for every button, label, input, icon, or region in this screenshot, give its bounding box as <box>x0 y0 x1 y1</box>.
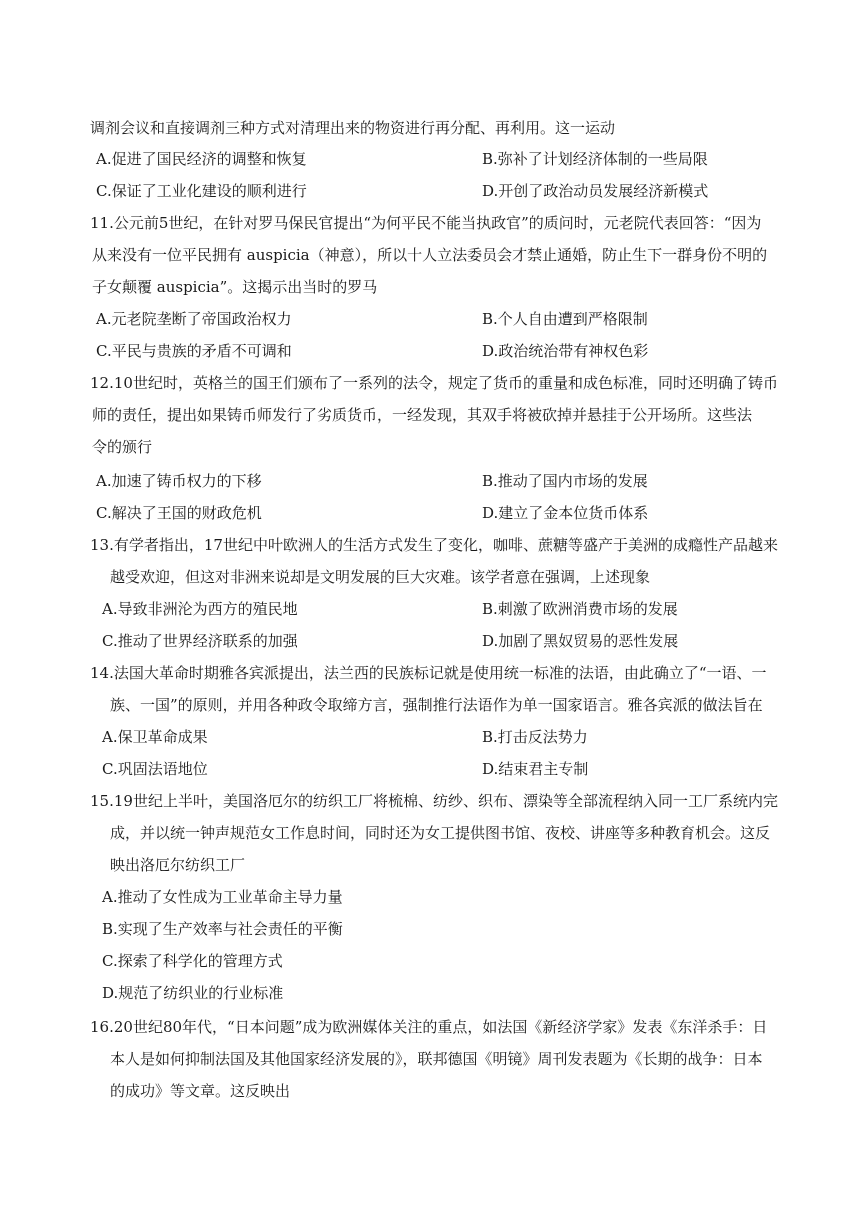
q15-option-a: A.推动了女性成为工业革命主导力量 <box>102 888 343 906</box>
q10-option-a: A.促进了国民经济的调整和恢复 <box>96 150 307 168</box>
q14-stem-line-1: 14.法国大革命时期雅各宾派提出，法兰西的民族标记就是使用统一标准的法语，由此确立了“一语、一 <box>90 664 767 682</box>
q10-option-c: C.保证了工业化建设的顺利进行 <box>96 182 307 200</box>
q11-stem-line-1: 11.公元前5世纪，在针对罗马保民官提出“为何平民不能当执政官”的质问时，元老院代表回答：“因为 <box>90 214 762 232</box>
q14-option-a: A.保卫革命成果 <box>102 728 208 746</box>
q11-option-d: D.政治统治带有神权色彩 <box>482 342 649 360</box>
q11-option-a: A.元老院垄断了帝国政治权力 <box>96 310 292 328</box>
q11-option-b: B.个人自由遭到严格限制 <box>482 310 648 328</box>
q14-option-b: B.打击反法势力 <box>482 728 588 746</box>
q15-option-c: C.探索了科学化的管理方式 <box>102 952 283 970</box>
q12-stem-line-2: 师的责任，提出如果铸币师发行了劣质货币，一经发现，其双手将被砍掉并悬挂于公开场所。这些法 <box>92 406 753 424</box>
q13-option-a: A.导致非洲沦为西方的殖民地 <box>102 600 298 618</box>
q12-option-d: D.建立了金本位货币体系 <box>482 504 649 522</box>
q12-option-c: C.解决了王国的财政危机 <box>96 504 262 522</box>
q11-option-c: C.平民与贵族的矛盾不可调和 <box>96 342 292 360</box>
q11-stem-line-3: 子女颠覆 auspicia”。这揭示出当时的罗马 <box>92 278 378 296</box>
q15-stem-line-1: 15.19世纪上半叶，美国洛厄尔的纺织工厂将梳棉、纺纱、织布、漂染等全部流程纳入同一工厂系统内完 <box>90 792 778 810</box>
q15-stem-line-3: 映出洛厄尔纺织工厂 <box>110 856 246 874</box>
q12-option-a: A.加速了铸币权力的下移 <box>96 472 262 490</box>
q12-stem-line-3: 令的颁行 <box>92 438 153 456</box>
q13-option-d: D.加剧了黑奴贸易的恶性发展 <box>482 632 679 650</box>
q11-stem-line-2: 从来没有一位平民拥有 auspicia（神意），所以十人立法委员会才禁止通婚，防止生下一群身份不明的 <box>92 246 768 264</box>
q12-option-b: B.推动了国内市场的发展 <box>482 472 648 490</box>
q13-option-b: B.刺激了欧洲消费市场的发展 <box>482 600 678 618</box>
q15-stem-line-2: 成，并以统一钟声规范女工作息时间，同时还为女工提供图书馆、夜校、讲座等多种教育机会。这反 <box>110 824 771 842</box>
question-10-stem-end: 调剂会议和直接调剂三种方式对清理出来的物资进行再分配、再利用。这一运动 <box>90 119 616 137</box>
q13-option-c: C.推动了世界经济联系的加强 <box>102 632 298 650</box>
q13-stem-line-1: 13.有学者指出，17世纪中叶欧洲人的生活方式发生了变化，咖啡、蔗糖等盛产于美洲的成瘾性产品越来 <box>90 536 778 554</box>
q15-option-d: D.规范了纺织业的行业标准 <box>102 984 284 1002</box>
q10-option-b: B.弥补了计划经济体制的一些局限 <box>482 150 708 168</box>
q15-option-b: B.实现了生产效率与社会责任的平衡 <box>102 920 343 938</box>
q16-stem-line-2: 本人是如何抑制法国及其他国家经济发展的》，联邦德国《明镜》周刊发表题为《长期的战争：日本 <box>110 1050 763 1068</box>
q16-stem-line-3: 的成功》等文章。这反映出 <box>110 1082 291 1100</box>
q14-option-c: C.巩固法语地位 <box>102 760 208 778</box>
q12-stem-line-1: 12.10世纪时，英格兰的国王们颁布了一系列的法令，规定了货币的重量和成色标准，同时还明确了铸币 <box>90 374 778 392</box>
q13-stem-line-2: 越受欢迎，但这对非洲来说却是文明发展的巨大灾难。该学者意在强调，上述现象 <box>110 568 651 586</box>
q14-stem-line-2: 族、一国”的原则，并用各种政令取缔方言，强制推行法语作为单一国家语言。雅各宾派的做法旨在 <box>110 696 763 714</box>
q10-option-d: D.开创了政治动员发展经济新模式 <box>482 182 709 200</box>
q16-stem-line-1: 16.20世纪80年代，“日本问题”成为欧洲媒体关注的重点，如法国《新经济学家》发表《东洋杀手：日 <box>90 1018 768 1036</box>
q14-option-d: D.结束君主专制 <box>482 760 589 778</box>
